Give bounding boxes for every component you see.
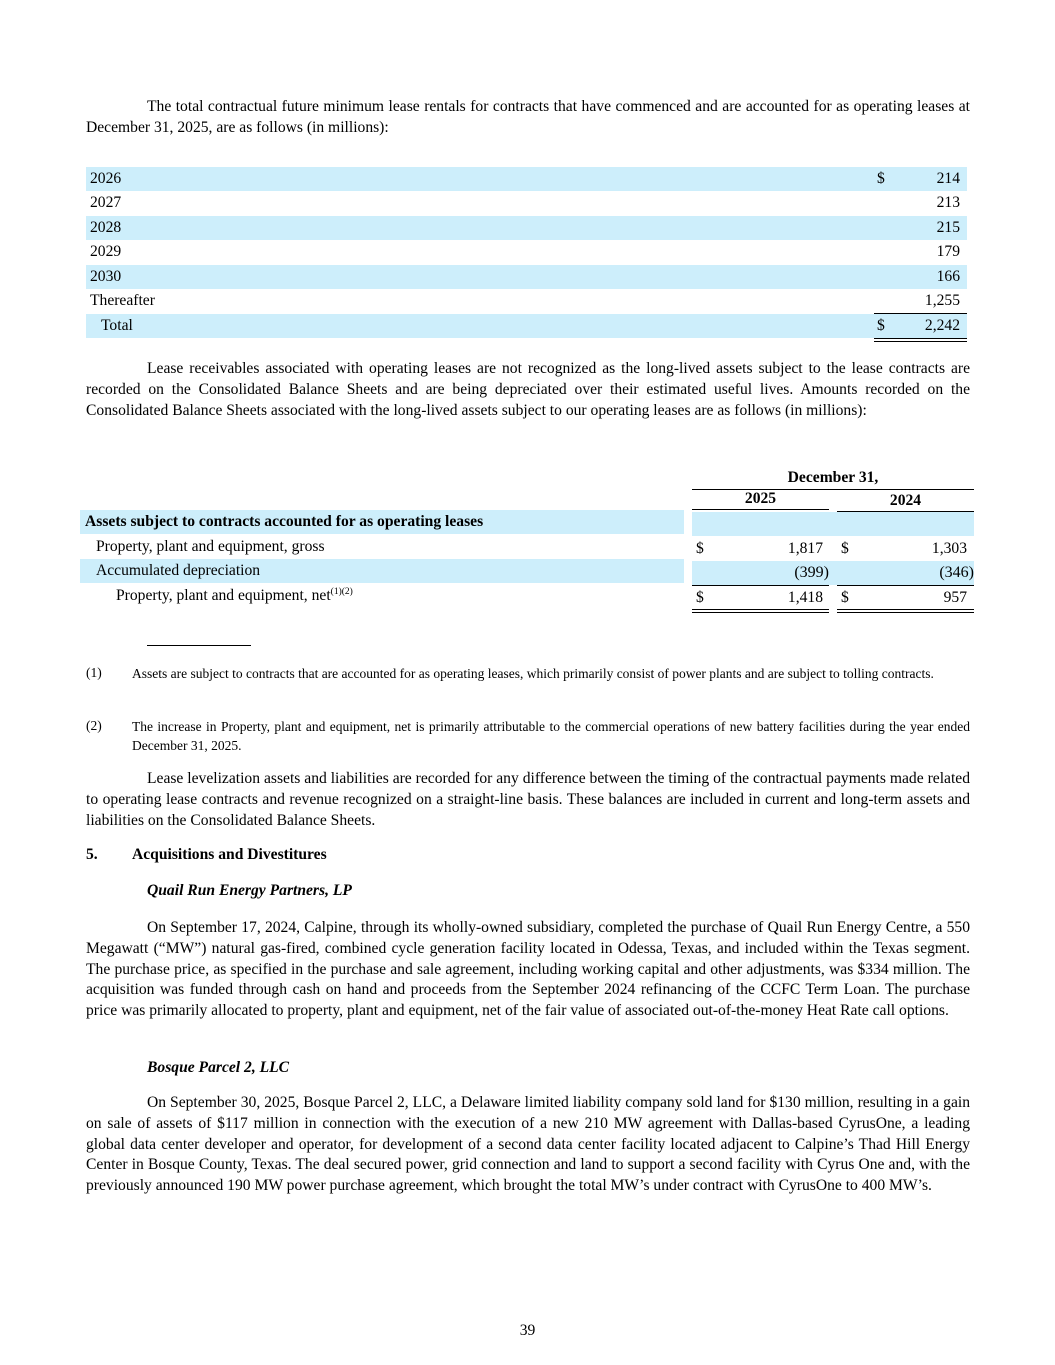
levelization-paragraph: Lease levelization assets and liabilities are recorded for any difference between the timing of the contractual payments made related to operating lease contracts and revenue recognized on a straight-line basis. These balances are included in current and long-term assets and liabilities on the Consolidated Balance Sheets.: [86, 770, 970, 829]
total-rule-2025-b: [692, 612, 829, 613]
footnote-marker: (1): [86, 665, 102, 680]
row-value: 166: [936, 268, 960, 285]
total-value: 2,242: [924, 317, 960, 334]
table-row: [86, 216, 967, 240]
table-row: [86, 240, 967, 264]
subsection-heading-bosque: Bosque Parcel 2, LLC: [147, 1059, 290, 1076]
section-title: Acquisitions and Divestitures: [132, 846, 327, 863]
year-header-2025: 2025: [744, 490, 777, 507]
footnote-marker: (2): [86, 718, 102, 733]
row-value: 179: [936, 243, 960, 260]
total-row: [86, 314, 967, 338]
total-rule-2024-a: [837, 609, 974, 610]
year-header-2024: 2024: [889, 492, 922, 509]
value-2025: 1,418: [787, 589, 823, 606]
currency-symbol: $: [696, 589, 704, 606]
row-label: 2030: [90, 268, 122, 285]
currency-symbol: $: [877, 317, 885, 334]
row-value: 215: [936, 219, 960, 236]
table-row: [86, 289, 967, 313]
table-row: [80, 559, 684, 583]
receivables-paragraph: Lease receivables associated with operating leases are not recognized as the long-lived assets subject to the lease contracts are recorded on the Consolidated Balance Sheets and are being depreciated over their estimated useful lives. Amounts recorded on the Consolidated Balance Sheets associated with the long-lived assets subject to our operating leases are as follows (in millions):: [86, 360, 970, 419]
row-label: Property, plant and equipment, gross: [96, 538, 325, 555]
intro-paragraph: The total contractual future minimum lease rentals for contracts that have commenced and are accounted for as operating leases at December 31, 2025, are as follows (in millions):: [86, 98, 970, 136]
value-2025: 1,817: [787, 540, 823, 557]
section-row-fill: [692, 512, 974, 536]
footnote-refs: (1)(2): [330, 587, 353, 597]
value-2024: 957: [943, 589, 967, 606]
currency-symbol: $: [841, 589, 849, 606]
total-double-rule-1: [874, 338, 967, 339]
row-label: 2028: [90, 219, 122, 236]
row-label: Accumulated depreciation: [96, 562, 261, 579]
row-label: Thereafter: [90, 292, 155, 309]
page-number: 39: [519, 1322, 536, 1339]
section-number: 5.: [86, 846, 98, 863]
total-label: Total: [101, 317, 133, 334]
currency-symbol: $: [877, 170, 885, 187]
year-rule-2025: [692, 509, 829, 510]
value-2025: (399): [794, 564, 829, 581]
table-row: [86, 191, 967, 215]
net-row: [80, 584, 974, 608]
footnote-text: Assets are subject to contracts that are accounted for as operating leases, which primarily consist of power plants and are subject to tolling contracts.: [132, 666, 934, 681]
footnote-text: The increase in Property, plant and equipment, net is primarily attributable to the commercial operations of new battery facilities during the year ended December 31, 2025.: [132, 719, 970, 753]
period-header: December 31,: [787, 469, 879, 486]
section-label: Assets subject to contracts accounted for as operating leases: [85, 513, 484, 530]
total-double-rule-2: [874, 341, 967, 342]
row-value: 214: [936, 170, 960, 187]
row-value: 1,255: [924, 292, 960, 309]
row-value: 213: [936, 194, 960, 211]
total-rule-2025-a: [692, 609, 829, 610]
currency-symbol: $: [841, 540, 849, 557]
currency-symbol: $: [696, 540, 704, 557]
section-label-row: [80, 510, 684, 534]
row-label: Property, plant and equipment, net$^{(1)(2)}$: [116, 587, 353, 604]
table-row: [80, 535, 974, 559]
total-rule-2024-b: [837, 612, 974, 613]
subsection-heading-quail: Quail Run Energy Partners, LP: [147, 882, 352, 899]
row-label: 2027: [90, 194, 122, 211]
table-row: [86, 265, 967, 289]
row-label: 2029: [90, 243, 122, 260]
row-fill: [692, 561, 974, 585]
bosque-paragraph: On September 30, 2025, Bosque Parcel 2, LLC, a Delaware limited liability company sold land for $130 million, resulting in a gain on sale of assets of $117 million in connection with the execution of a new 210 MW agreement with Dallas-based CyrusOne, a leading global data center developer and operator, for development of a second data center facility located adjacent to Calpine’s Thad Hill Energy Center in Bosque County, Texas. The deal secured power, grid connection and land to support a second facility with Cyrus One and, with the previously announced 190 MW power purchase agreement, which brought the total MW’s under contract with CyrusOne to 400 MW’s.: [86, 1094, 970, 1195]
value-2024: (346): [939, 564, 974, 581]
quail-paragraph: On September 17, 2024, Calpine, through its wholly-owned subsidiary, completed the purchase of Quail Run Energy Centre, a 550 Megawatt (“MW”) natural gas-fired, combined cycle generation facility located in Odessa, Texas, and included within the Texas segment. The purchase price, as specified in the purchase and sale agreement, including working capital and other adjustments, was $334 million. The acquisition was funded through cash on hand and proceeds from the September 2024 refinancing of the CCFC Term Loan. The purchase price was primarily allocated to property, plant and equipment, net of the fair value of associated out-of-the-money Heat Rate call options.: [86, 919, 970, 1020]
value-2024: 1,303: [931, 540, 967, 557]
footnote-separator: [147, 645, 251, 646]
row-label: 2026: [90, 170, 122, 187]
table-row: [86, 167, 967, 191]
